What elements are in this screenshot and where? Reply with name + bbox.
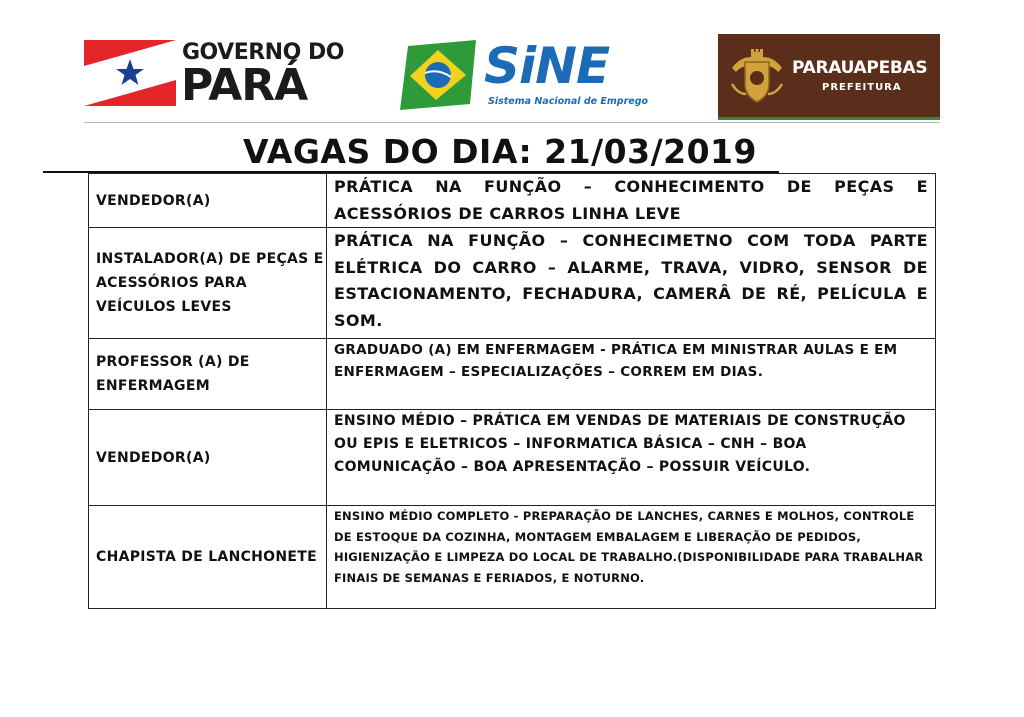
job-requirements: PRÁTICA NA FUNÇÃO – CONHECIMETNO COM TODA PARTE ELÉTRICA DO CARRO – ALARME, TRAVA, VIDRO, SENSOR DE ESTACIONAMENTO, FECHADURA, CAMERÂ DE RÉ, PELÍCULA E SOM. (327, 228, 936, 339)
sine-logo (400, 36, 649, 116)
job-role: INSTALADOR(A) DE PEÇAS E ACESSÓRIOS PARA VEÍCULOS LEVES (89, 228, 327, 339)
city-crest-icon (728, 48, 786, 106)
job-role: VENDEDOR(A) (89, 174, 327, 228)
governo-do-para-logo (84, 34, 344, 120)
page-title: VAGAS DO DIA: 21/03/2019 (243, 132, 757, 171)
table-row (89, 410, 936, 506)
job-role: VENDEDOR(A) (89, 410, 327, 506)
job-requirements: ENSINO MÉDIO COMPLETO - PREPARAÇÃO DE LANCHES, CARNES E MOLHOS, CONTROLE DE ESTOQUE DA COZINHA, MONTAGEM EMBALAGEM E LIBERAÇÃO DE PEDIDOS, HIGIENIZAÇÃO E LIMPEZA DO LOCAL DE TRABALHO.(DISPONIBILIDADE PARA TRABALHAR FINAIS DE SEMANAS E FERIADOS, E NOTURNO. (327, 506, 936, 609)
jobs-table (88, 173, 936, 609)
para-logo-line2: PARÁ (181, 60, 308, 111)
logo-band (84, 30, 940, 124)
sine-wordmark: SiNE (484, 37, 610, 95)
header-divider (84, 122, 940, 123)
job-requirements: GRADUADO (A) EM ENFERMAGEM - PRÁTICA EM MINISTRAR AULAS E EM ENFERMAGEM – ESPECIALIZAÇÕES – CORREM EM DIAS. (327, 339, 936, 410)
job-requirements: ENSINO MÉDIO – PRÁTICA EM VENDAS DE MATERIAIS DE CONSTRUÇÃO OU EPIS E ELETRICOS – INFORMATICA BÁSICA – CNH – BOA COMUNICAÇÃO – BOA APRESENTAÇÃO – POSSUIR VEÍCULO. (327, 410, 936, 506)
parauapebas-logo (718, 34, 940, 120)
table-row (89, 506, 936, 609)
table-row (89, 228, 936, 339)
para-logo-line1: GOVERNO DO (182, 40, 344, 65)
sine-subtitle: Sistema Nacional de Emprego (488, 96, 649, 107)
parauapebas-subtitle: PREFEITURA (822, 82, 902, 93)
parauapebas-name: PARAUAPEBAS (792, 58, 928, 78)
table-row (89, 174, 936, 228)
job-role: PROFESSOR (A) DE ENFERMAGEM (89, 339, 327, 410)
brazil-flag-icon (400, 40, 476, 110)
table-row (89, 339, 936, 410)
para-flag-icon (84, 40, 176, 106)
job-role: CHAPISTA DE LANCHONETE (89, 506, 327, 609)
job-requirements: PRÁTICA NA FUNÇÃO – CONHECIMENTO DE PEÇAS E ACESSÓRIOS DE CARROS LINHA LEVE (327, 174, 936, 228)
